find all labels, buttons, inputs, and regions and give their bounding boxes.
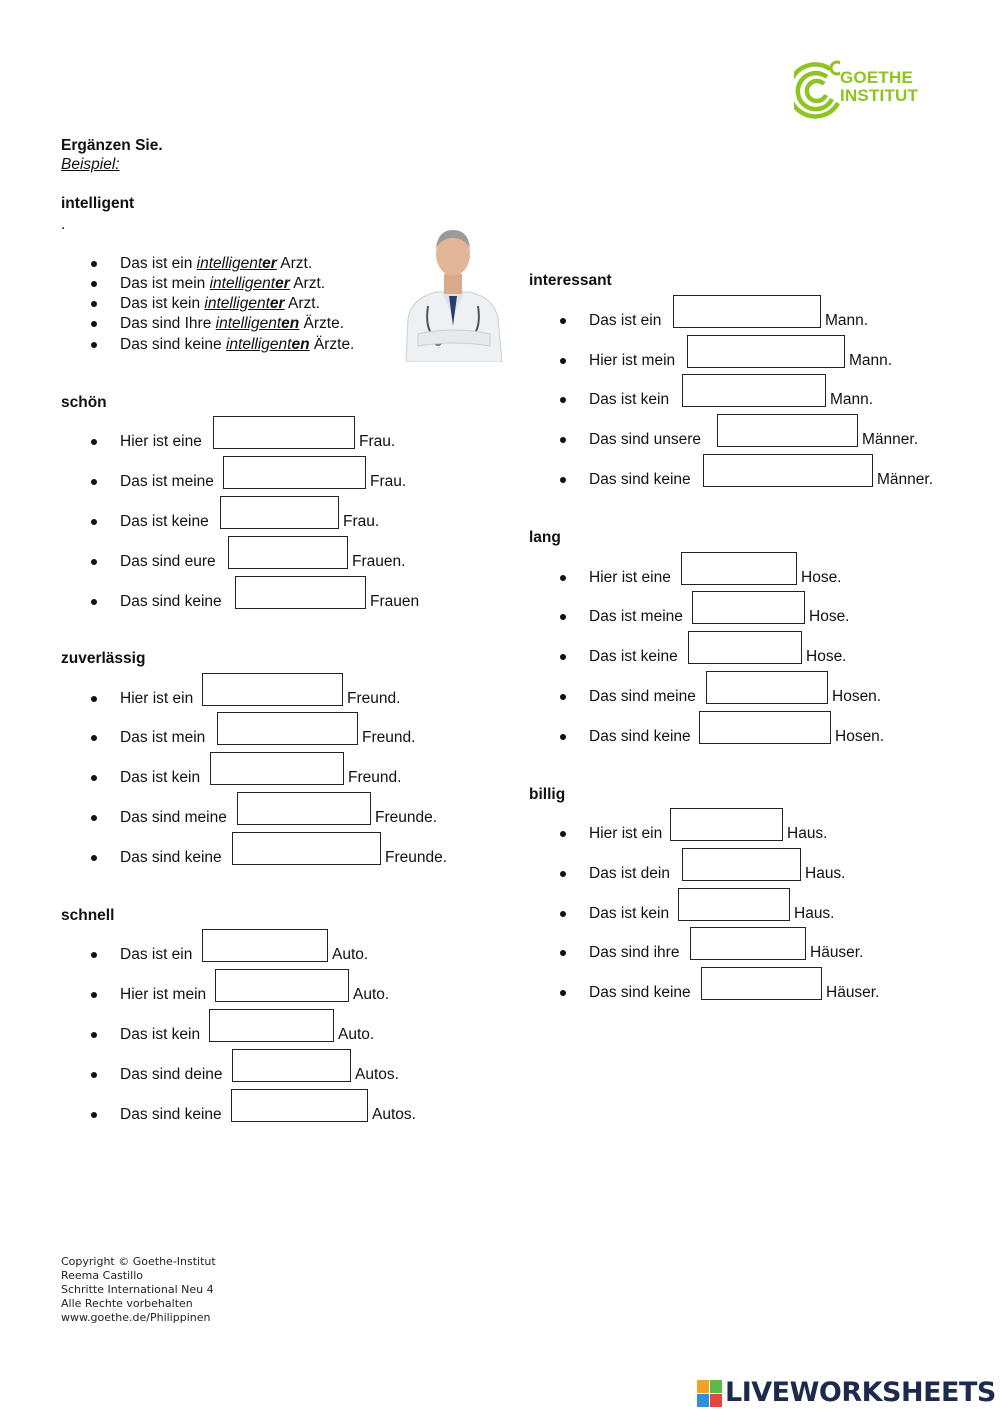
answer-input-billig-1[interactable]: [670, 808, 783, 841]
section-heading-zuverlaessig: zuverlässig: [61, 650, 146, 667]
sentence-end: Frau.: [359, 433, 396, 450]
bullet: [91, 261, 97, 267]
example-label: Beispiel:: [61, 156, 120, 173]
sentence-start: Das sind meine: [589, 688, 696, 705]
sentence-end: Hose.: [801, 569, 842, 586]
answer-input-lang-2[interactable]: [692, 591, 805, 624]
answer-input-billig-2[interactable]: [682, 848, 801, 881]
sentence-start: Das sind keine: [589, 984, 691, 1001]
answer-input-schnell-2[interactable]: [215, 969, 349, 1002]
bullet: [91, 992, 97, 998]
goethe-logo-text: [840, 69, 918, 105]
sentence-start: Das ist kein: [120, 769, 201, 786]
sentence-start: Das sind meine: [120, 809, 227, 826]
bullet: [91, 952, 97, 958]
answer-input-billig-3[interactable]: [678, 888, 790, 921]
sentence-start: Das sind keine: [120, 849, 222, 866]
sentence-start: Das ist keine: [120, 513, 209, 530]
footer-line: Reema Castillo: [61, 1269, 144, 1282]
bullet: [91, 855, 97, 861]
answer-input-zuverlaessig-4[interactable]: [237, 792, 371, 825]
bullet: [560, 318, 566, 324]
section-heading-lang: lang: [529, 529, 561, 546]
instruction-title: Ergänzen Sie.: [61, 137, 163, 154]
answer-input-billig-5[interactable]: [701, 967, 822, 1000]
answer-input-zuverlaessig-3[interactable]: [210, 752, 344, 785]
answer-input-interessant-5[interactable]: [703, 454, 873, 487]
sentence-end: Auto.: [332, 946, 369, 963]
answer-input-zuverlaessig-5[interactable]: [232, 832, 381, 865]
answer-input-schnell-3[interactable]: [209, 1009, 334, 1042]
sentence-end: Freund.: [347, 690, 401, 707]
answer-input-zuverlaessig-2[interactable]: [217, 712, 358, 745]
sentence-end: Hosen.: [835, 728, 885, 745]
sentence-start: Das ist ein: [120, 946, 193, 963]
example-line: Das ist kein intelligenter Arzt.: [120, 295, 320, 312]
answer-input-schoen-3[interactable]: [220, 496, 339, 529]
sentence-end: Autos.: [372, 1106, 416, 1123]
sentence-end: Hose.: [809, 608, 850, 625]
sentence-start: Das ist kein: [589, 905, 670, 922]
bullet: [91, 439, 97, 445]
bullet: [91, 1112, 97, 1118]
bullet: [91, 519, 97, 525]
sentence-start: Das ist keine: [589, 648, 678, 665]
bullet: [560, 477, 566, 483]
sentence-start: Das ist kein: [120, 1026, 201, 1043]
bullet: [91, 559, 97, 565]
bullet: [560, 990, 566, 996]
logo-line-2: INSTITUT: [840, 86, 919, 105]
example-line: Das sind keine intelligenten Ärzte.: [120, 336, 355, 353]
sentence-start: Das sind ihre: [589, 944, 680, 961]
answer-input-schoen-2[interactable]: [223, 456, 366, 489]
sentence-start: Das sind keine: [589, 728, 691, 745]
example-line: Das sind Ihre intelligenten Ärzte.: [120, 315, 345, 332]
sentence-start: Hier ist mein: [589, 352, 676, 369]
answer-input-schnell-4[interactable]: [232, 1049, 351, 1082]
sentence-start: Hier ist eine: [120, 433, 202, 450]
bullet: [91, 1072, 97, 1078]
sentence-end: Hose.: [806, 648, 847, 665]
sentence-end: Mann.: [849, 352, 893, 369]
bullet: [91, 599, 97, 605]
example-line: Das ist mein intelligenter Arzt.: [120, 275, 326, 292]
example-heading: intelligent: [61, 195, 135, 212]
answer-input-billig-4[interactable]: [690, 927, 806, 960]
answer-input-interessant-1[interactable]: [673, 295, 821, 328]
sentence-end: Hosen.: [832, 688, 882, 705]
answer-input-interessant-3[interactable]: [682, 374, 826, 407]
sentence-end: Auto.: [353, 986, 390, 1003]
bullet: [560, 694, 566, 700]
answer-input-interessant-2[interactable]: [687, 335, 845, 368]
bullet: [91, 735, 97, 741]
bullet: [91, 775, 97, 781]
goethe-logo: [794, 55, 944, 127]
bullet: [560, 831, 566, 837]
answer-input-interessant-4[interactable]: [717, 414, 858, 447]
footer-line: Alle Rechte vorbehalten: [61, 1297, 193, 1310]
bullet: [560, 575, 566, 581]
bullet: [91, 696, 97, 702]
copyright-footer: [61, 1255, 216, 1325]
bullet: [91, 1032, 97, 1038]
sentence-start: Hier ist ein: [589, 825, 663, 842]
answer-input-lang-5[interactable]: [699, 711, 831, 744]
footer-line: Schritte International Neu 4: [61, 1283, 214, 1296]
section-heading-billig: billig: [529, 786, 566, 803]
bullet: [560, 950, 566, 956]
sentence-end: Häuser.: [810, 944, 864, 961]
liveworksheets-wordmark: LIVEWORKSHEETS: [725, 1377, 996, 1408]
answer-input-schoen-1[interactable]: [213, 416, 355, 449]
sentence-start: Hier ist ein: [120, 690, 194, 707]
stray-dot: .: [61, 216, 66, 233]
section-heading-interessant: interessant: [529, 272, 612, 289]
sentence-start: Das sind keine: [120, 593, 222, 610]
answer-input-schoen-5[interactable]: [235, 576, 366, 609]
sentence-start: Das ist dein: [589, 865, 670, 882]
answer-input-lang-1[interactable]: [681, 552, 797, 585]
example-line: Das ist ein intelligenter Arzt.: [120, 255, 313, 272]
answer-input-lang-3[interactable]: [688, 631, 802, 664]
answer-input-schnell-1[interactable]: [202, 929, 328, 962]
sentence-end: Auto.: [338, 1026, 375, 1043]
answer-input-zuverlaessig-1[interactable]: [202, 673, 343, 706]
sentence-start: Das sind unsere: [589, 431, 702, 448]
sentence-end: Freund.: [348, 769, 402, 786]
sentence-end: Frauen.: [352, 553, 406, 570]
sentence-end: Frau.: [370, 473, 407, 490]
sentence-end: Mann.: [825, 312, 869, 329]
goethe-arcs-icon: [794, 55, 840, 127]
sentence-start: Hier ist mein: [120, 986, 207, 1003]
bullet: [91, 479, 97, 485]
bullet: [91, 342, 97, 348]
answer-input-schnell-5[interactable]: [231, 1089, 368, 1122]
sentence-start: Das ist meine: [120, 473, 214, 490]
sentence-end: Freunde.: [375, 809, 438, 826]
section-heading-schoen: schön: [61, 394, 107, 411]
logo-line-1: GOETHE: [840, 68, 913, 87]
bullet: [560, 358, 566, 364]
doctor-image: [398, 222, 508, 362]
sentence-start: Das sind eure: [120, 553, 216, 570]
sentence-end: Haus.: [794, 905, 835, 922]
sentence-end: Frau.: [343, 513, 380, 530]
sentence-start: Das sind keine: [120, 1106, 222, 1123]
sentence-end: Mann.: [830, 391, 874, 408]
sentence-start: Hier ist eine: [589, 569, 671, 586]
bullet: [560, 871, 566, 877]
sentence-end: Haus.: [805, 865, 846, 882]
sentence-end: Freunde.: [385, 849, 448, 866]
sentence-end: Häuser.: [826, 984, 880, 1001]
sentence-start: Das sind deine: [120, 1066, 223, 1083]
bullet: [91, 815, 97, 821]
bullet: [91, 281, 97, 287]
sentence-end: Männer.: [877, 471, 934, 488]
sentence-end: Männer.: [862, 431, 919, 448]
bullet: [560, 397, 566, 403]
bullet: [560, 614, 566, 620]
sentence-start: Das ist kein: [589, 391, 670, 408]
sentence-end: Frauen: [370, 593, 420, 610]
sentence-end: Freund.: [362, 729, 416, 746]
footer-line: www.goethe.de/Philippinen: [61, 1311, 211, 1324]
bullet: [560, 911, 566, 917]
section-heading-schnell: schnell: [61, 907, 115, 924]
footer-line: Copyright © Goethe-Institut: [61, 1255, 216, 1268]
sentence-start: Das ist ein: [589, 312, 662, 329]
bullet: [560, 654, 566, 660]
sentence-end: Haus.: [787, 825, 828, 842]
sentence-start: Das sind keine: [589, 471, 691, 488]
bullet: [560, 437, 566, 443]
answer-input-schoen-4[interactable]: [228, 536, 348, 569]
sentence-start: Das ist mein: [120, 729, 206, 746]
answer-input-lang-4[interactable]: [706, 671, 828, 704]
bullet: [91, 301, 97, 307]
sentence-end: Autos.: [355, 1066, 399, 1083]
sentence-start: Das ist meine: [589, 608, 683, 625]
bullet: [560, 734, 566, 740]
liveworksheets-blocks-icon: [697, 1378, 723, 1410]
bullet: [91, 321, 97, 327]
